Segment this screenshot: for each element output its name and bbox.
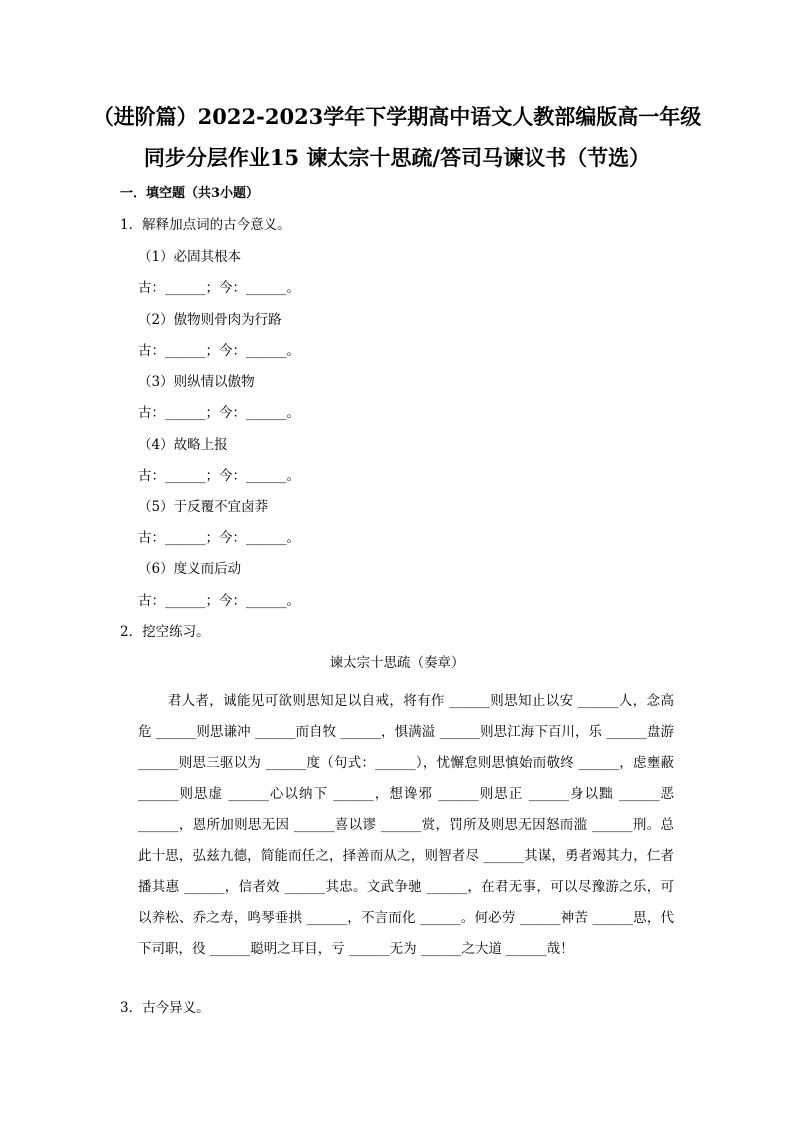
question-1-item-4-label: （4）故略上报 [138,437,228,453]
passage-title: 谏太宗十思疏（奏章） [329,655,465,671]
passage-body [138,686,674,965]
question-1-stem: 1．解释加点词的古今意义。 [120,217,291,233]
document-title-line-2: 同步分层作业15 谏太宗十思疏/答司马谏议书（节选） [143,145,651,170]
question-1-item-3-label: （3）则纵情以傲物 [138,374,255,390]
document-title-line-1: （进阶篇）2022-2023学年下学期高中语文人教部编版高一年级 [92,104,702,129]
question-1-item-1-answer: 古：______；今：______。 [138,280,300,296]
section-heading: 一．填空题（共3小题） [120,186,260,201]
question-1-item-1-label: （1）必固其根本 [138,249,242,265]
question-2-stem: 2．挖空练习。 [120,624,210,640]
question-1-item-6-label: （6）度义而后动 [138,561,242,577]
question-1-item-6-answer: 古：______；今：______。 [138,593,300,609]
question-1-item-4-answer: 古：______；今：______。 [138,468,300,484]
question-3-stem: 3．古今异义。 [120,1000,210,1016]
question-1-item-2-label: （2）傲物则骨肉为行路 [138,312,282,328]
question-1-item-5-answer: 古：______；今：______。 [138,530,300,546]
passage-text: 君人者，诚能见可欲则思知足以自戒，将有作 ______则思知止以安 ______人，念高危 ______则思谦冲 ______而自牧 ______，惧满溢 ______则思江海下百川，乐 ______盘游 ______则思三驱以为 ______度（句式：______），忧懈怠则思慎始而敬终 ______，虑壅蔽 ______则思虚 ______心以纳下 ______，想谗邪 ______则思正 ______身以黜 ______恶 ______，恩所加则思无因 ______喜以谬 ______赏，罚所及则思无因怒而滥 ______刑。总此十思，弘兹九德，简能而任之，择善而从之，则智者尽 ______其谋，勇者竭其力，仁者播其惠 ______，信者效 ______其忠。文武争驰 ______，在君无事，可以尽豫游之乐，可以养松、乔之寿，鸣琴垂拱 ______，不言而化 ______。何必劳 ______神苦 ______思，代下司职，役 ______聪明之耳目，亏 ______无为 ______之大道 ______哉！ [138,693,674,957]
question-1-item-2-answer: 古：______；今：______。 [138,343,300,359]
question-1-item-5-label: （5）于反覆不宜卤莽 [138,499,269,515]
question-1-item-3-answer: 古：______；今：______。 [138,405,300,421]
